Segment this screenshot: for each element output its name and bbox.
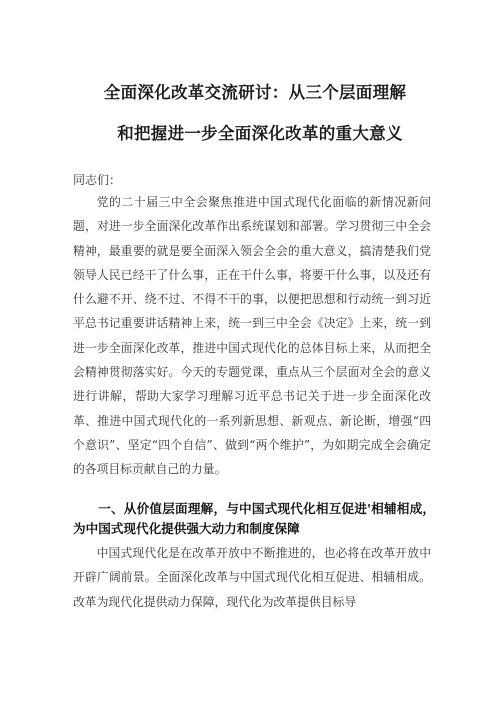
document-title-line-2: 和把握进一步全面深化改革的重大意义 [117, 124, 403, 143]
document-title-line-1: 全面深化改革交流研讨：从三个层面理解 [103, 83, 407, 102]
body-paragraph-section-1: 中国式现代化是在改革开放中不断推进的，也必将在改革开放中开辟广阔前景。全面深化改革与中国式现代化相互促进、相辅相成。改革为现代化提供动力保障，现代化为改革提供目标导 [73, 546, 431, 609]
body-paragraph-intro: 党的二十届三中全会聚焦推进中国式现代化面临的新情况新问题，对进一步全面深化改革作出系统谋划和部署。学习贯彻三中全会精神，最重要的就是要全面深入领会全会的重大意义，搞清楚我们党领导人民已经干了什么事，正在干什么事，将要干什么事，以及还有什么避不开、绕不过、不得不干的事，以便把思想和行动统一到习近平总书记重要讲话精神上来，统一到三中全会《决定》上来，统一到进一步全面深化改革，推进中国式现代化的总体目标上来，从而把全会精神贯彻落实好。今天的专题党课，重点从三个层面对全会的意义进行讲解，帮助大家学习理解习近平总书记关于进一步全面深化改革、推进中国式现代化的一系列新思想、新观点、新论断，增强“四个意识”、坚定“四个自信”、做到“两个维护”，为如期完成全会确定的各项目标贡献自己的力量。 [73, 195, 431, 477]
section-heading-1: 一、从价值层面理解，与中国式现代化相互促进'相辅相成，为中国式现代化提供强大动力和制度保障 [73, 501, 435, 536]
salutation: 同志们： [73, 173, 122, 187]
